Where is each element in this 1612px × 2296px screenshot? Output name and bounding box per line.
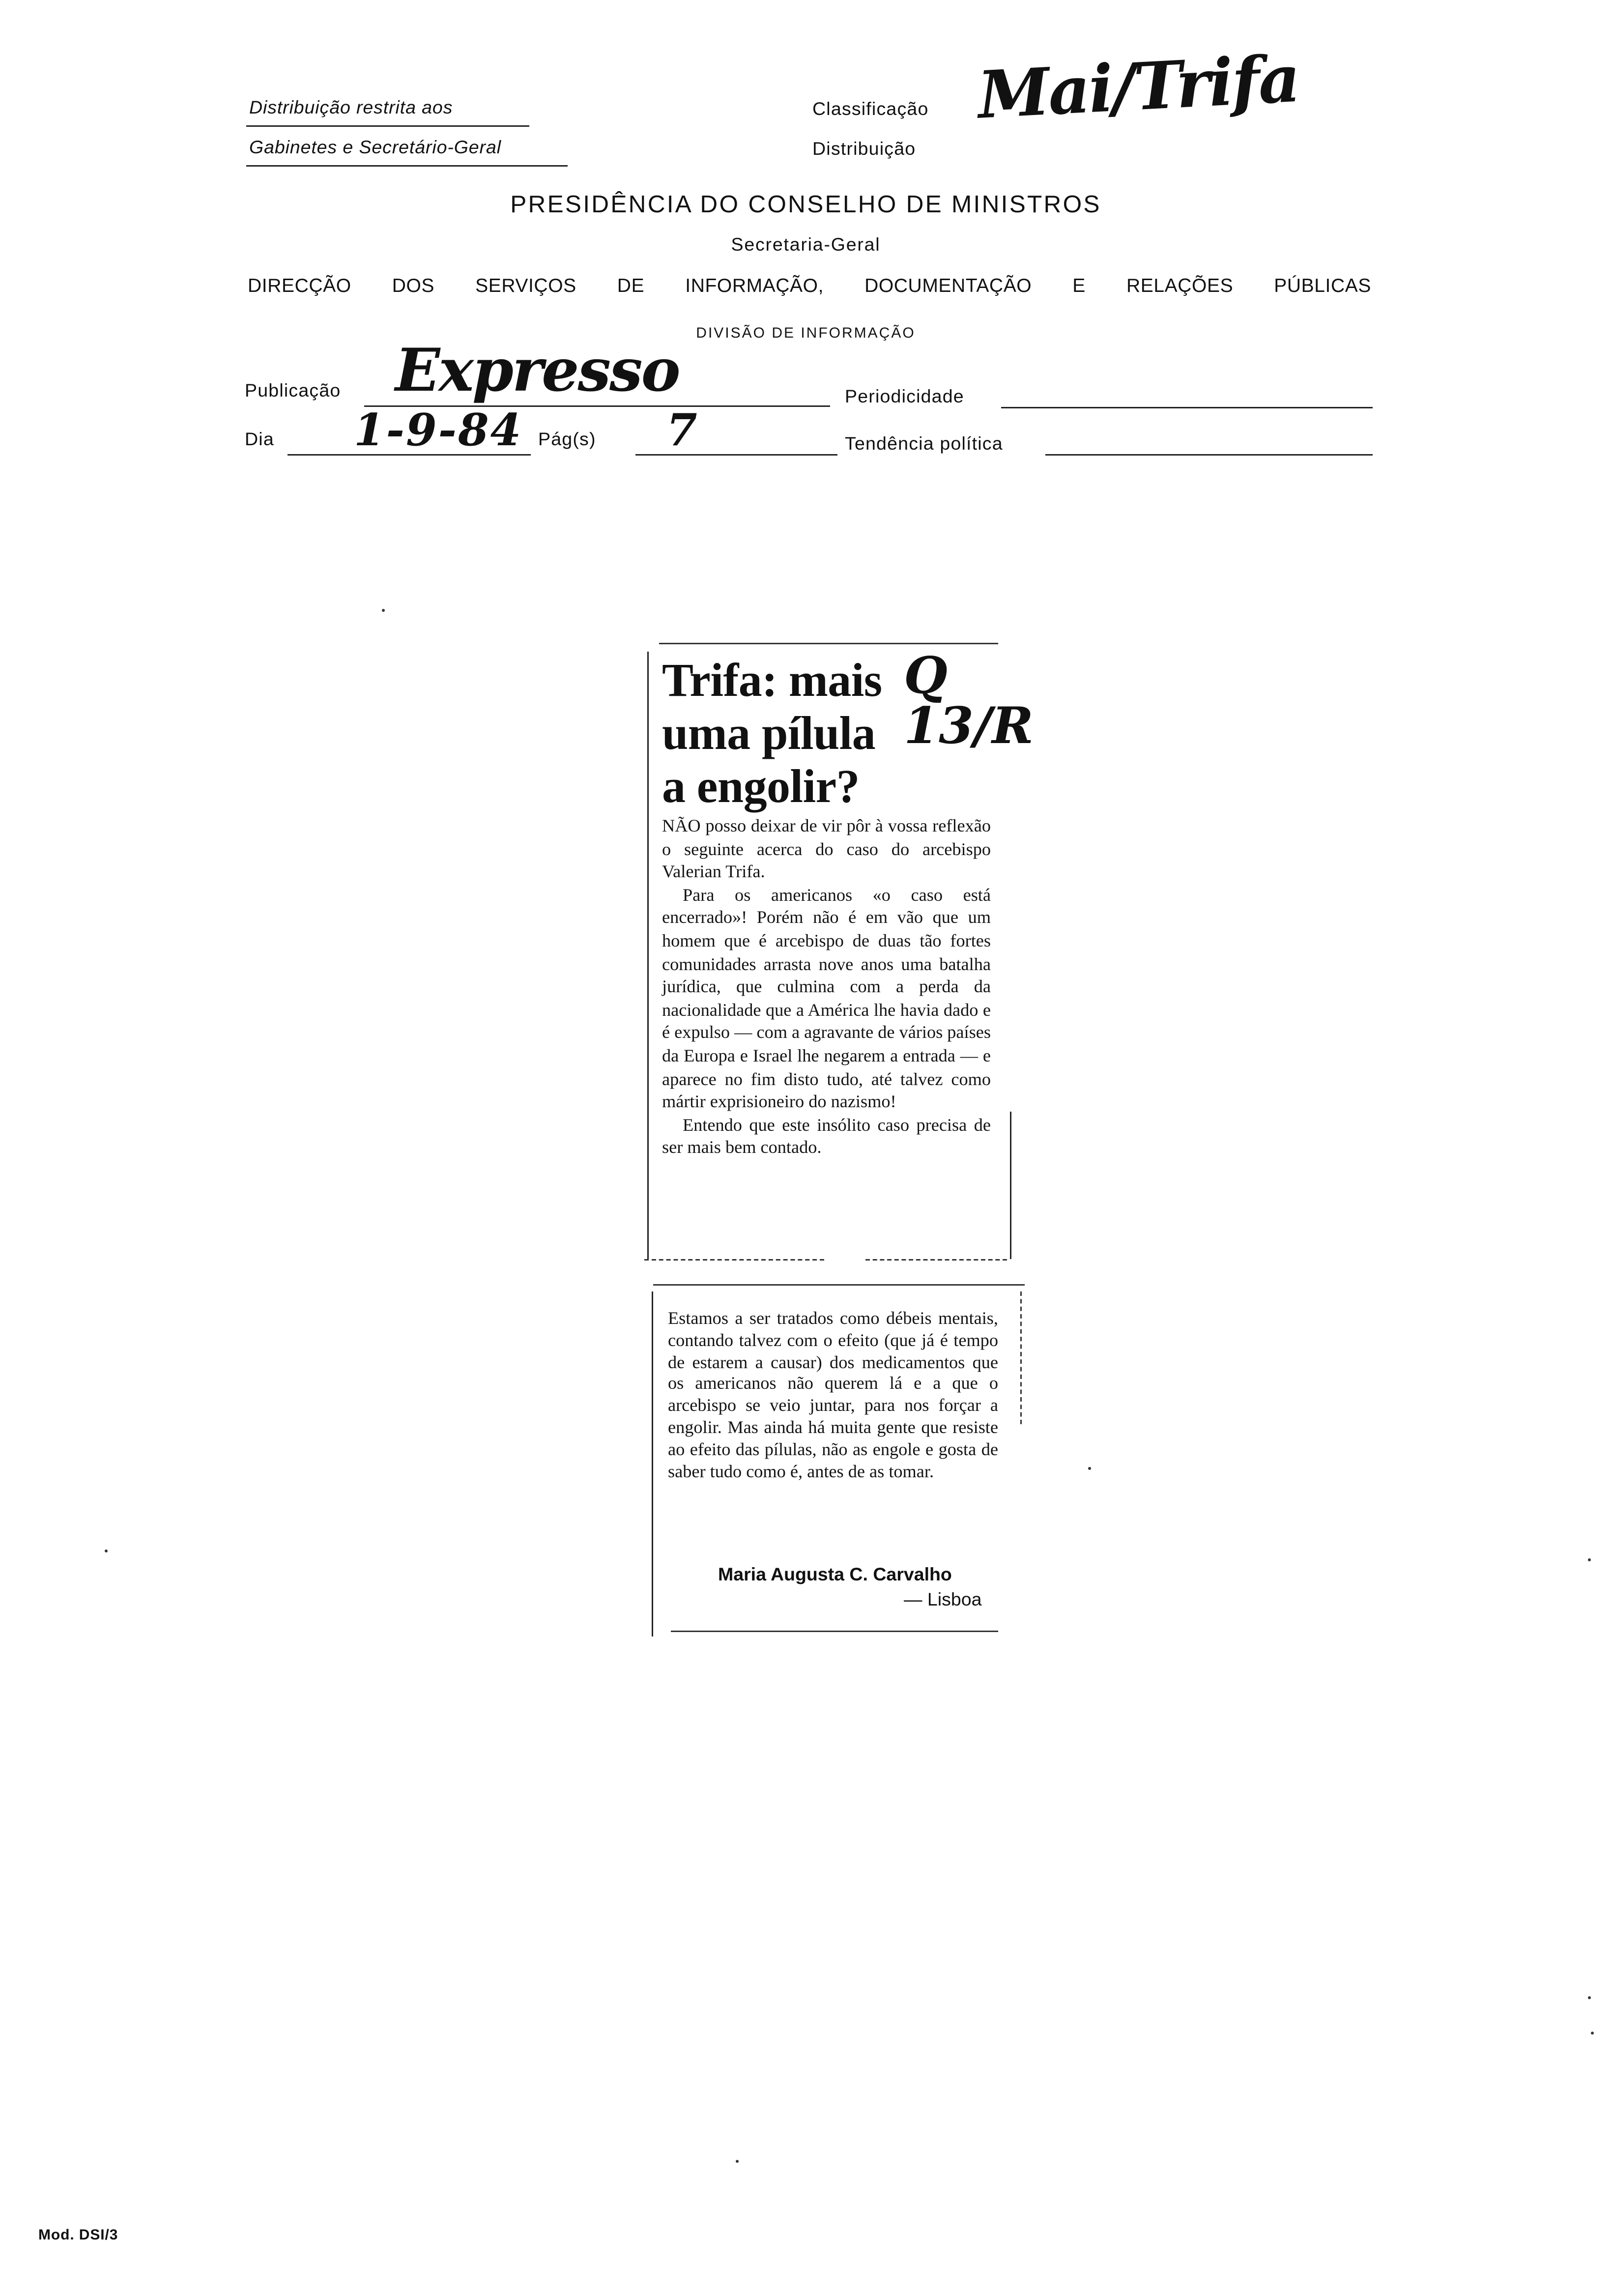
speck <box>736 2160 739 2163</box>
clipping-bottom-rule <box>671 1631 998 1632</box>
second-piece-left-edge <box>652 1292 653 1636</box>
speck <box>382 609 385 612</box>
pags-value: 7 <box>666 405 697 457</box>
org-title: PRESIDÊNCIA DO CONSELHO DE MINISTROS <box>510 192 1101 218</box>
paragraph-4: Estamos a ser tratados como débeis mentais, contando talvez com o efeito (que já é tempo de estarem a causar) dos medicamentos que os americanos não querem lá e a que o arcebispo se veio juntar, para nos forçar a engolir. Mas ainda há muita gente que resiste ao efeito das pílulas, não as engole e gosta de saber tudo como é, antes de as tomar. <box>668 1308 998 1481</box>
speck <box>1088 1467 1091 1470</box>
handwritten-margin-note: Q 13/R <box>904 647 1034 756</box>
org-subtitle: Secretaria-Geral <box>731 234 881 255</box>
periodicidade-line <box>1001 407 1373 408</box>
paragraph-3: Entendo que este insólito caso precisa de ser mais bem contado. <box>662 1114 991 1158</box>
headline-line-2: uma pílula <box>662 706 876 759</box>
distribution-line-1: Distribuição restrita aos <box>249 97 453 118</box>
speck <box>1591 2032 1594 2035</box>
distribuicao-label: Distribuição <box>812 139 916 159</box>
clipping-cut-line <box>865 1259 1007 1261</box>
speck <box>1588 1996 1591 1999</box>
underline <box>246 125 529 127</box>
model-code: Mod. DSI/3 <box>38 2228 118 2244</box>
clipping-right-edge <box>1010 1112 1011 1259</box>
clipping-left-edge <box>647 652 649 1259</box>
author-location: — Lisboa <box>904 1589 982 1610</box>
dia-label: Dia <box>245 429 274 450</box>
newspaper-clipping <box>644 640 1034 1642</box>
publicacao-value: Expresso <box>395 336 679 405</box>
dia-value: 1-9-84 <box>354 405 523 457</box>
periodicidade-label: Periodicidade <box>845 386 964 407</box>
tendencia-line <box>1045 454 1373 456</box>
clipping-top-rule <box>659 643 998 644</box>
paragraph-2: Para os americanos «o caso está encerrado»! Porém não é em vão que um homem que é arcebispo de duas tão fortes comunidades arrasta nove anos uma batalha jurídica, que culmina com a perda da nacionalidade que a América lhe havia dado e é expulso — com a agravante de vários países da Europa e Israel lhe negarem a entrada — e aparece no fim disto tudo, até talvez como mártir exprisioneiro do nazismo! <box>662 884 991 1112</box>
handwritten-classification: Mai/Trifa <box>976 42 1301 134</box>
clipping-cut-line <box>644 1259 824 1261</box>
paragraph-1: NÃO posso deixar de vir pôr à vossa reflexão o seguinte acerca do caso do arcebispo Valerian Trifa. <box>662 815 991 882</box>
classificacao-label: Classificação <box>812 99 929 119</box>
tendencia-label: Tendência política <box>845 433 1003 454</box>
headline <box>662 653 882 812</box>
pags-label: Pág(s) <box>538 429 596 450</box>
headline-line-1: Trifa: mais <box>662 653 882 706</box>
letter-body-2 <box>668 1308 998 1482</box>
speck <box>105 1550 108 1552</box>
pags-line <box>635 454 837 456</box>
second-piece-top <box>653 1284 1025 1286</box>
distribution-line-2: Gabinetes e Secretário-Geral <box>249 137 501 158</box>
publicacao-label: Publicação <box>245 380 341 401</box>
direction-line: DIRECÇÃO DOS SERVIÇOS DE INFORMAÇÃO, DOCUMENTAÇÃO E RELAÇÕES PÚBLICAS <box>248 274 1371 296</box>
division-line: DIVISÃO DE INFORMAÇÃO <box>696 326 916 342</box>
second-piece-right-edge <box>1020 1292 1022 1424</box>
letter-body-1 <box>662 815 991 1160</box>
author-name: Maria Augusta C. Carvalho <box>718 1564 952 1585</box>
underline <box>246 165 568 167</box>
headline-line-3: a engolir? <box>662 759 860 812</box>
speck <box>1588 1558 1591 1561</box>
